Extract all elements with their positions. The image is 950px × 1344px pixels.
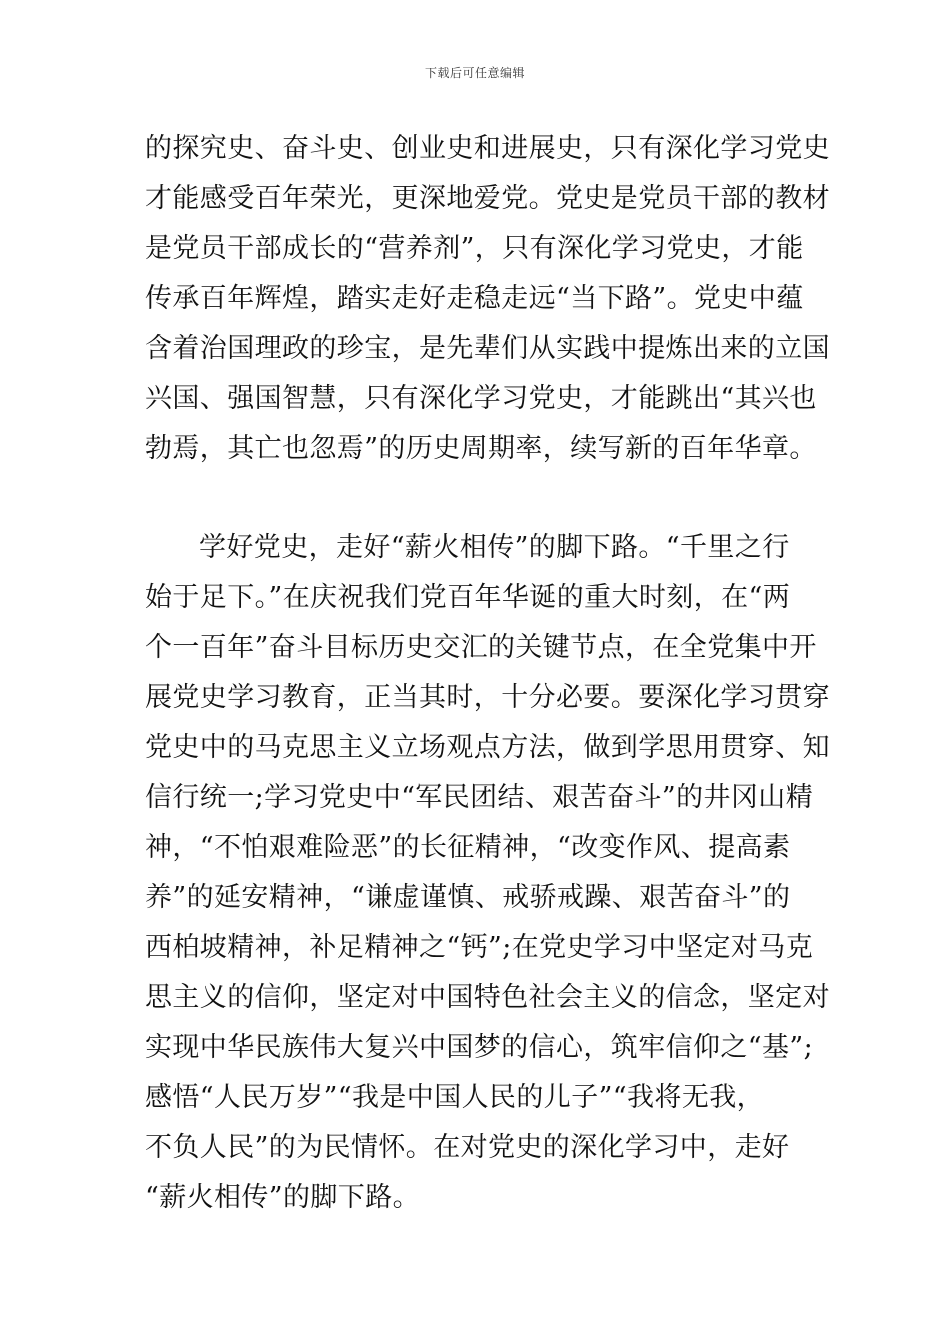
paragraph-line: 兴国、强国智慧，只有深化学习党史，才能跳出“其兴也 — [145, 383, 817, 414]
paragraph-line: 养”的延安精神，“谦虚谨慎、戒骄戒躁、艰苦奋斗”的 — [145, 882, 791, 913]
paragraph-line: 含着治国理政的珍宝，是先辈们从实践中提炼出来的立国 — [145, 333, 830, 364]
page-header: 下载后可任意编辑 — [424, 66, 525, 80]
paragraph-line: 思主义的信仰，坚定对中国特色社会主义的信念，坚定对 — [145, 982, 830, 1013]
paragraph-line: 始于足下。”在庆祝我们党百年华诞的重大时刻，在“两 — [145, 582, 791, 613]
paragraph-line: 才能感受百年荣光，更深地爱党。党史是党员干部的教材 — [145, 183, 830, 214]
paragraph-line: 传承百年辉煌，踏实走好走稳走远“当下路”。党史中蕴 — [145, 283, 804, 314]
paragraph-line: 信行统一;学习党史中“军民团结、艰苦奋斗”的井冈山精 — [145, 782, 814, 813]
paragraph-line: 是党员干部成长的“营养剂”，只有深化学习党史，才能 — [145, 233, 804, 264]
paragraph-line — [145, 1223, 810, 1273]
paragraph-line: 展党史学习教育，正当其时，十分必要。要深化学习贯穿 — [145, 682, 830, 713]
document-body — [145, 124, 830, 1273]
paragraph-line: 的探究史、奋斗史、创业史和进展史，只有深化学习党史 — [145, 133, 830, 164]
paragraph-first-line: 学好党史，走好“薪火相传”的脚下路。“千里之行 — [199, 532, 790, 563]
paragraph-line: 不负人民”的为民情怀。在对党史的深化学习中，走好 — [145, 1132, 790, 1163]
paragraph-line: 党史中的马克思主义立场观点方法，做到学思用贯穿、知 — [145, 732, 830, 763]
paragraph-2 — [145, 523, 830, 1273]
paragraph-spacer — [145, 474, 810, 523]
paragraph-line: 个一百年”奋斗目标历史交汇的关键节点，在全党集中开 — [145, 632, 817, 663]
paragraph-line: “薪火相传”的脚下路。 — [145, 1182, 421, 1213]
paragraph-line: 神，“不怕艰难险恶”的长征精神，“改变作风、提高素 — [145, 832, 791, 863]
paragraph-line: 感悟“人民万岁”“我是中国人民的儿子”“我将无我， — [145, 1082, 765, 1113]
paragraph-1 — [145, 124, 830, 474]
paragraph-line: 西柏坡精神，补足精神之“钙”;在党史学习中坚定对马克 — [145, 932, 814, 963]
paragraph-line: 勃焉，其亡也忽焉”的历史周期率，续写新的百年华章。 — [145, 433, 817, 464]
paragraph-line: 实现中华民族伟大复兴中国梦的信心，筑牢信仰之“基”; — [145, 1032, 814, 1063]
